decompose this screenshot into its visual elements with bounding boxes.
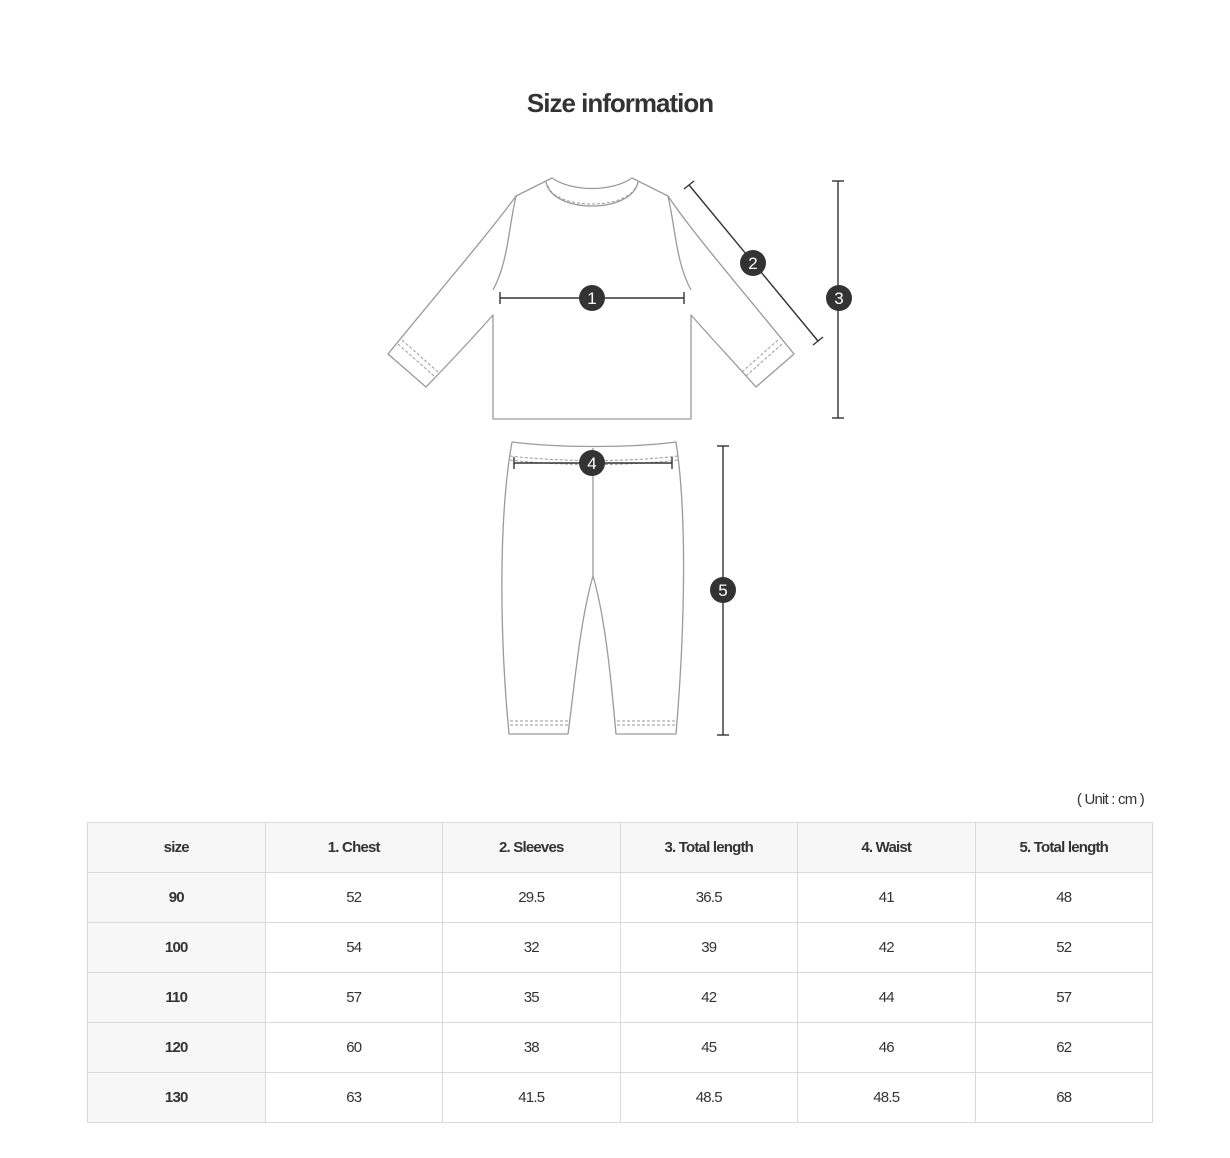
header-chest: 1. Chest (265, 823, 443, 873)
top-length-cell: 45 (620, 1023, 798, 1073)
size-cell: 130 (88, 1073, 266, 1123)
marker-2 (740, 250, 766, 276)
header-sleeves: 2. Sleeves (443, 823, 621, 873)
pants-illustration (502, 442, 684, 734)
chest-cell: 54 (265, 923, 443, 973)
table-row (88, 873, 1153, 923)
size-cell: 110 (88, 973, 266, 1023)
marker-1 (579, 285, 605, 311)
table-row (88, 1023, 1153, 1073)
unit-label: ( Unit : cm ) (1076, 791, 1144, 808)
sleeves-cell: 41.5 (443, 1073, 621, 1123)
top-length-cell: 42 (620, 973, 798, 1023)
chest-cell: 63 (265, 1073, 443, 1123)
header-pants-total-length: 5. Total length (975, 823, 1153, 873)
waist-cell: 42 (798, 923, 976, 973)
marker-5-label: 5 (718, 581, 728, 600)
marker-3 (826, 285, 852, 311)
sleeves-cell: 38 (443, 1023, 621, 1073)
size-cell: 90 (88, 873, 266, 923)
top-length-cell: 39 (620, 923, 798, 973)
page-title: Size information (526, 88, 714, 118)
marker-4-label: 4 (587, 454, 597, 473)
top-length-cell: 48.5 (620, 1073, 798, 1123)
table-row (88, 923, 1153, 973)
header-waist: 4. Waist (798, 823, 976, 873)
waist-cell: 44 (798, 973, 976, 1023)
sleeves-cell: 32 (443, 923, 621, 973)
size-table (87, 822, 1153, 1123)
waist-cell: 46 (798, 1023, 976, 1073)
size-cell: 100 (88, 923, 266, 973)
marker-5 (710, 577, 736, 603)
header-top-total-length: 3. Total length (620, 823, 798, 873)
pants-length-cell: 68 (975, 1073, 1153, 1123)
pants-length-cell: 48 (975, 873, 1153, 923)
marker-2-label: 2 (748, 254, 758, 273)
pants-length-cell: 52 (975, 923, 1153, 973)
top-length-cell: 36.5 (620, 873, 798, 923)
pants-length-cell: 62 (975, 1023, 1153, 1073)
table-row (88, 973, 1153, 1023)
marker-1-label: 1 (587, 289, 597, 308)
marker-3-label: 3 (834, 289, 844, 308)
chest-cell: 52 (265, 873, 443, 923)
chest-cell: 57 (265, 973, 443, 1023)
pants-length-cell: 57 (975, 973, 1153, 1023)
marker-4 (579, 450, 605, 476)
sleeves-cell: 29.5 (443, 873, 621, 923)
waist-cell: 48.5 (798, 1073, 976, 1123)
header-size: size (88, 823, 266, 873)
size-cell: 120 (88, 1023, 266, 1073)
chest-cell: 60 (265, 1023, 443, 1073)
waist-cell: 41 (798, 873, 976, 923)
sleeves-cell: 35 (443, 973, 621, 1023)
table-row (88, 1073, 1153, 1123)
table-header-row (88, 823, 1153, 873)
